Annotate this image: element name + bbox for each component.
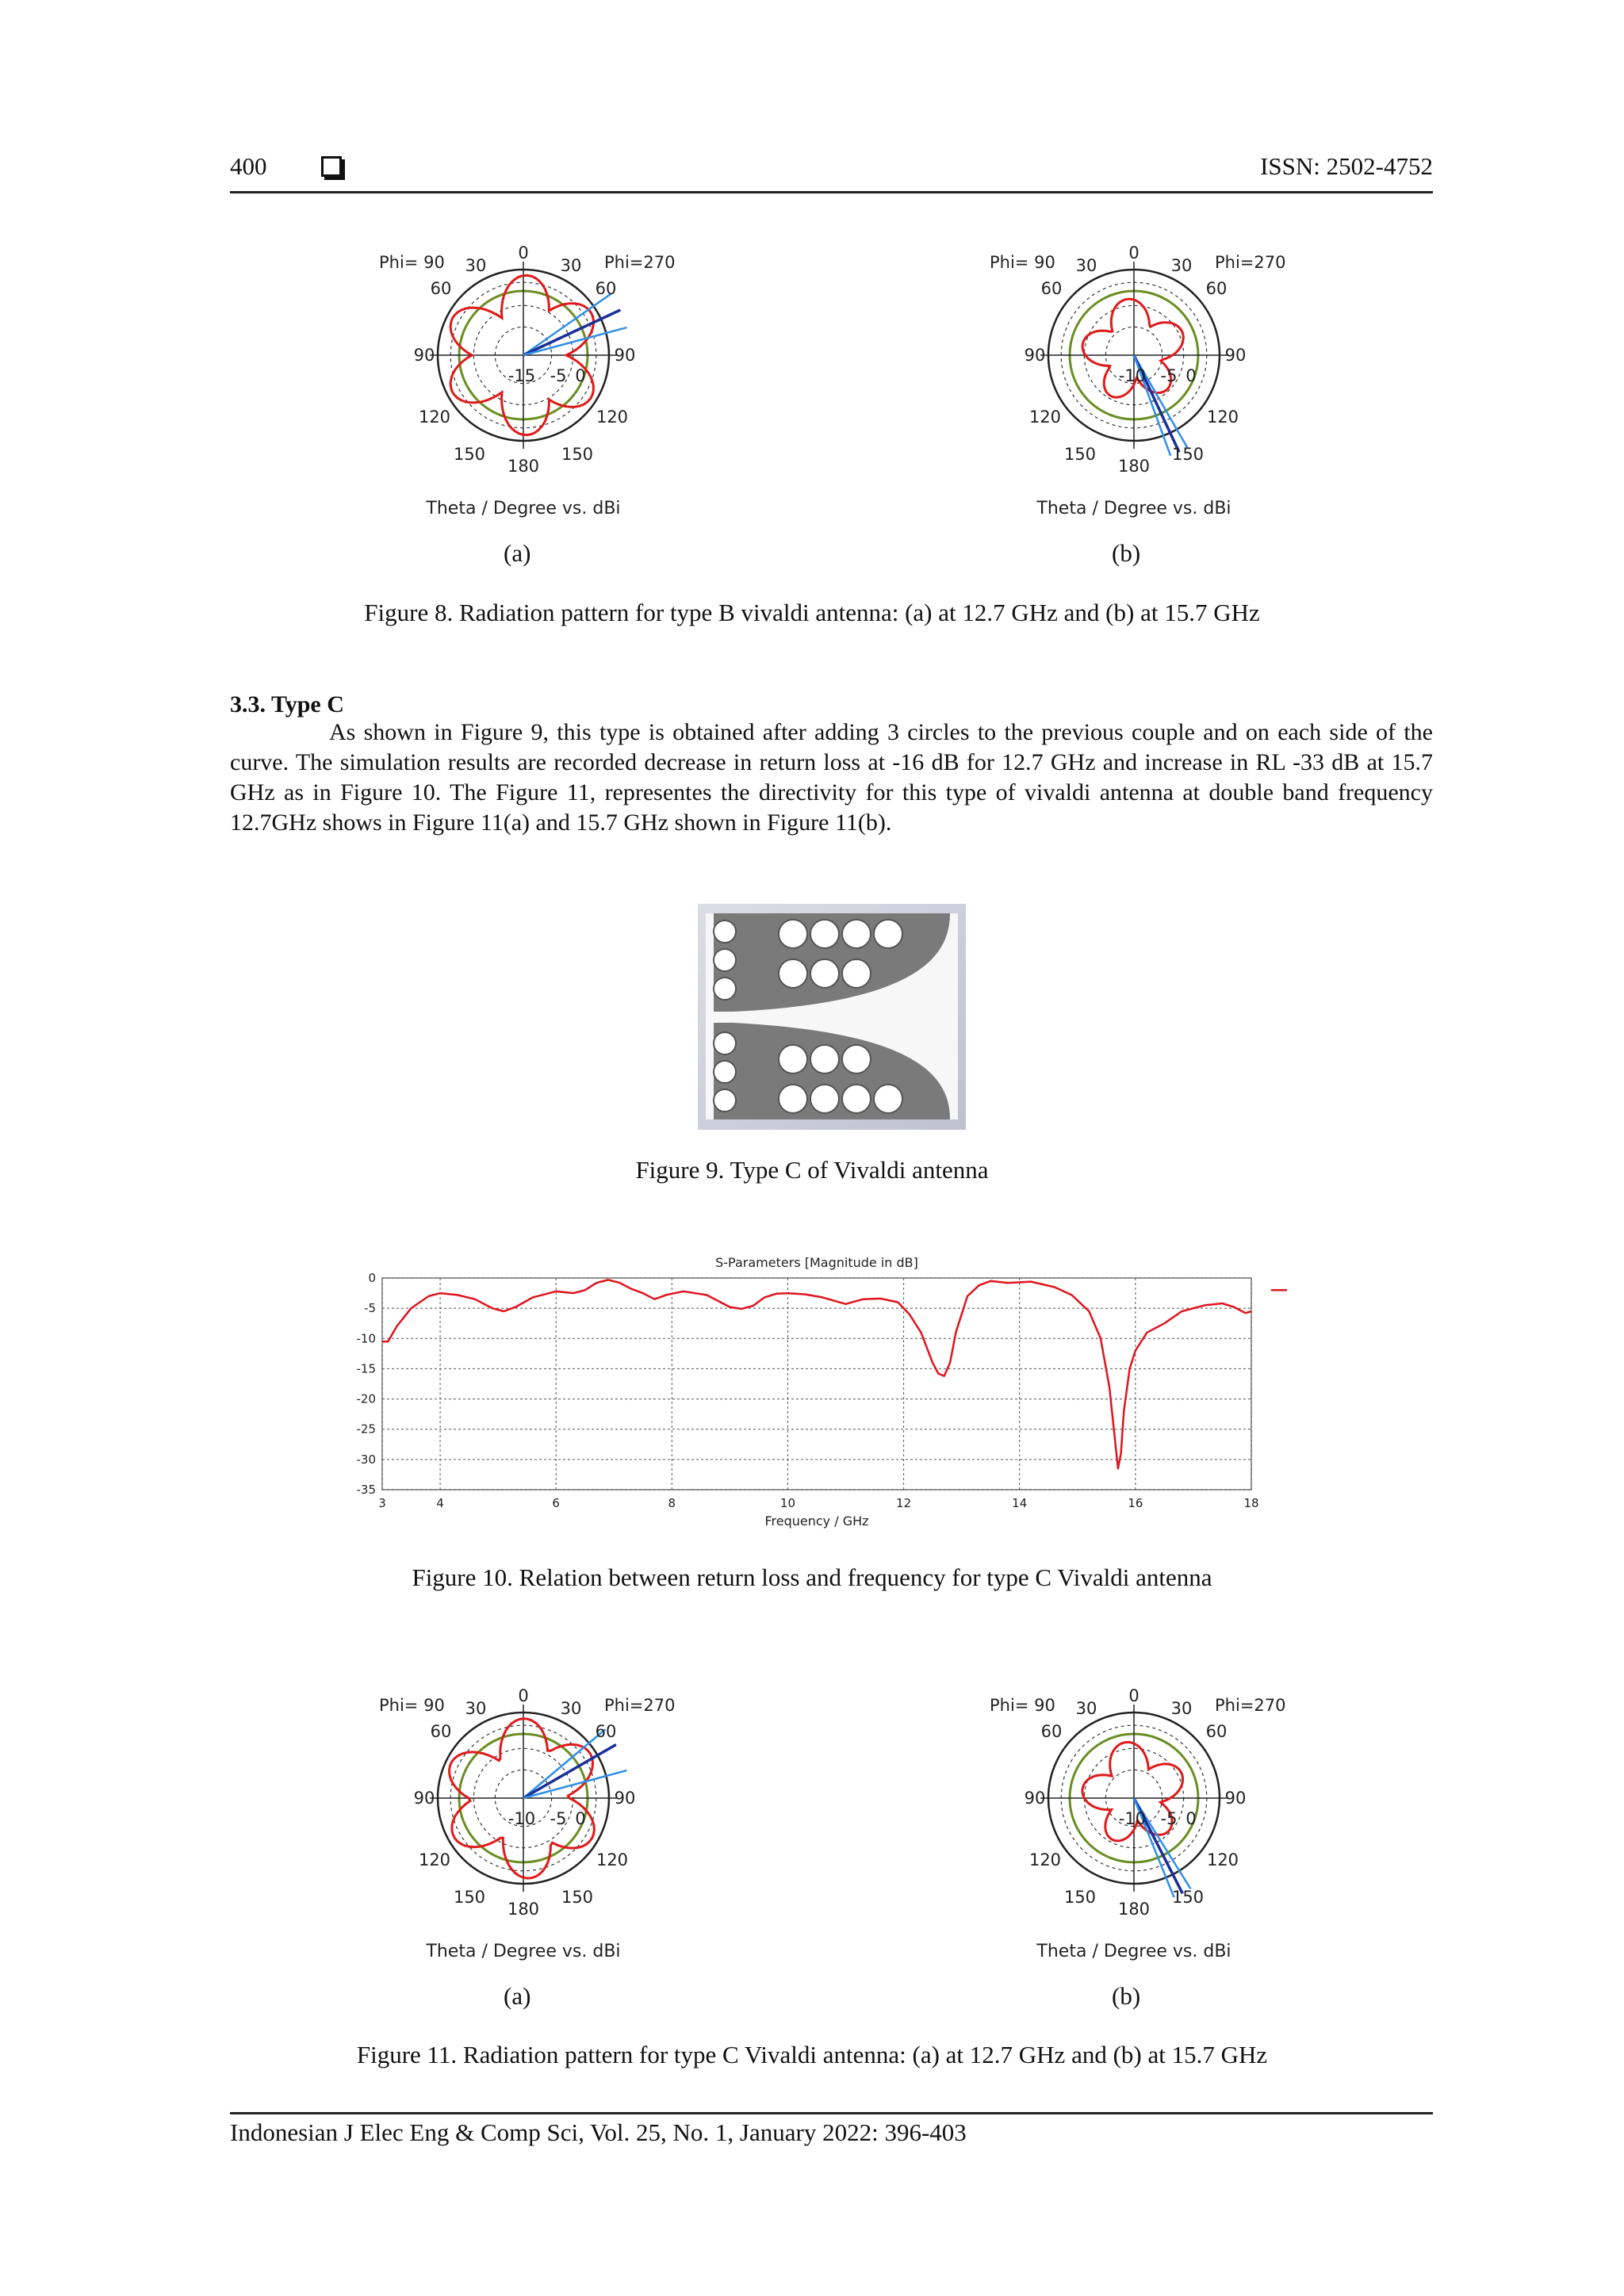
antenna-hole xyxy=(810,959,839,988)
x-tick-label: 4 xyxy=(436,1496,444,1510)
polar-angle-label: 30 xyxy=(560,256,582,275)
figure11-panel-a xyxy=(349,1663,698,1973)
x-tick-label: 6 xyxy=(552,1496,560,1510)
polar-angle-label: 180 xyxy=(507,457,540,476)
polar-scale-label: -5 xyxy=(550,1809,567,1828)
polar-scale-label: -10 xyxy=(508,1809,536,1828)
figure10-chart xyxy=(333,1241,1316,1550)
polar-angle-label: 150 xyxy=(453,445,486,464)
polar-angle-label: 150 xyxy=(1171,1888,1205,1907)
polar-angle-label: 60 xyxy=(1040,1722,1063,1741)
figure11-panel-b xyxy=(959,1663,1308,1973)
polar-angle-label: 30 xyxy=(560,1699,582,1718)
polar-angle-label: 90 xyxy=(413,346,435,365)
polar-angle-label: 90 xyxy=(1024,346,1046,365)
polar-angle-label: 150 xyxy=(1063,445,1097,464)
polar-angle-label: 60 xyxy=(430,1722,452,1741)
polar-angle-label: 30 xyxy=(1170,256,1193,275)
polar-angle-label: 90 xyxy=(413,1789,435,1808)
polar-angle-label: 30 xyxy=(1075,1699,1097,1718)
polar-angle-label: 60 xyxy=(1205,1722,1228,1741)
footer-rule xyxy=(230,2112,1433,2114)
polar-scale-label: -10 xyxy=(1118,1809,1147,1828)
polar-scale-label: 0 xyxy=(1185,1809,1197,1828)
figure11-b-polar-plot xyxy=(959,1663,1308,1973)
s-parameter-chart xyxy=(333,1241,1316,1550)
antenna-hole xyxy=(714,1089,736,1112)
polar-angle-label: 30 xyxy=(465,1699,487,1718)
polar-angle-label: 180 xyxy=(507,1900,540,1919)
page-number: 400 xyxy=(230,152,267,180)
polar-angle-label: 120 xyxy=(1028,1850,1062,1869)
figure8-b-polar-plot xyxy=(959,220,1308,530)
polar-angle-label: 90 xyxy=(1024,1789,1046,1808)
antenna-hole xyxy=(714,920,736,943)
polar-angle-label: 0 xyxy=(518,243,529,262)
polar-axis-caption: Theta / Degree vs. dBi xyxy=(1036,499,1231,519)
polar-angle-label: 60 xyxy=(430,279,452,298)
polar-axis-caption: Theta / Degree vs. dBi xyxy=(426,1942,621,1961)
polar-angle-label: 150 xyxy=(1063,1888,1097,1907)
x-tick-label: 12 xyxy=(896,1496,912,1510)
polar-scale-label: -15 xyxy=(508,366,536,385)
polar-angle-label: 120 xyxy=(418,408,451,427)
polar-angle-label: 0 xyxy=(518,1686,529,1705)
figure9-caption: Figure 9. Type C of Vivaldi antenna xyxy=(635,1156,989,1184)
polar-angle-label: 60 xyxy=(595,279,617,298)
figure9-antenna-image xyxy=(698,904,966,1130)
figure10-caption: Figure 10. Relation between return loss and frequency for type C Vivaldi antenna xyxy=(412,1563,1212,1591)
section-heading: 3.3. Type C xyxy=(230,691,344,718)
antenna-hole xyxy=(810,1085,839,1113)
antenna-hole xyxy=(874,1085,902,1113)
polar-phi-right-label: Phi=270 xyxy=(1215,1696,1286,1715)
antenna-hole xyxy=(779,920,807,948)
polar-angle-label: 60 xyxy=(1205,279,1228,298)
polar-phi-left-label: Phi= 90 xyxy=(379,253,445,272)
antenna-hole xyxy=(779,959,807,988)
polar-scale-label: 0 xyxy=(575,1809,586,1828)
figure11-caption: Figure 11. Radiation pattern for type C Vivaldi antenna: (a) at 12.7 GHz and (b) at 15.7 GHz xyxy=(356,2041,1268,2068)
figure8-label-a: (a) xyxy=(504,539,531,567)
antenna-hole xyxy=(842,920,871,948)
x-tick-label: 8 xyxy=(668,1496,676,1510)
antenna-hole xyxy=(714,1032,736,1054)
antenna-hole xyxy=(810,920,839,948)
polar-angle-label: 120 xyxy=(596,408,629,427)
antenna-hole xyxy=(810,1045,839,1073)
polar-scale-label: 0 xyxy=(1185,366,1197,385)
y-tick-label: -35 xyxy=(356,1483,376,1497)
polar-angle-label: 120 xyxy=(418,1850,451,1869)
polar-angle-label: 90 xyxy=(614,1789,636,1808)
polar-scale-label: -10 xyxy=(1118,366,1147,385)
polar-phi-right-label: Phi=270 xyxy=(604,1696,676,1715)
antenna-hole xyxy=(842,1045,871,1073)
polar-axis-caption: Theta / Degree vs. dBi xyxy=(1036,1942,1231,1961)
figure11-label-b: (b) xyxy=(1112,1982,1141,2010)
figure11-a-polar-plot xyxy=(349,1663,698,1973)
y-tick-label: -20 xyxy=(356,1391,376,1406)
y-tick-label: -10 xyxy=(356,1331,376,1346)
x-tick-label: 3 xyxy=(378,1496,386,1510)
x-tick-label: 10 xyxy=(779,1496,796,1510)
polar-angle-label: 150 xyxy=(453,1888,486,1907)
y-tick-label: 0 xyxy=(368,1271,376,1285)
antenna-hole xyxy=(874,920,902,948)
antenna-hole xyxy=(714,978,736,1000)
polar-angle-label: 150 xyxy=(561,1888,594,1907)
polar-phi-left-label: Phi= 90 xyxy=(379,1696,445,1715)
polar-phi-right-label: Phi=270 xyxy=(1215,253,1286,272)
antenna-hole xyxy=(779,1045,807,1073)
polar-angle-label: 60 xyxy=(595,1722,617,1741)
antenna-hole xyxy=(714,1061,736,1083)
paragraph-text: As shown in Figure 9, this type is obtained after adding 3 circles to the previous couple and on each side of the curve. The simulation results are recorded decrease in return loss at -16 dB for 12.7 GHz and increase in RL -33 dB at 15.7 GHz as in Figure 10. The Figure 11, representes the directivity for this type of vivaldi antenna at double band frequency 12.7GHz shows in Figure 11(a) and 15.7 GHz shown in Figure 11(b). xyxy=(230,719,1433,836)
figure8-caption: Figure 8. Radiation pattern for type B vivaldi antenna: (a) at 12.7 GHz and (b) at 15.7 GHz xyxy=(364,599,1260,626)
figure8-label-b: (b) xyxy=(1112,539,1141,567)
figure8-panel-b xyxy=(959,220,1308,530)
polar-angle-label: 150 xyxy=(561,445,594,464)
polar-scale-label: -5 xyxy=(1160,1809,1178,1828)
y-tick-label: -5 xyxy=(364,1301,376,1316)
antenna-hole xyxy=(779,1085,807,1113)
footer-text: Indonesian J Elec Eng & Comp Sci, Vol. 25, No. 1, January 2022: 396-403 xyxy=(230,2118,967,2146)
header-rule xyxy=(230,191,1433,193)
antenna-hole xyxy=(842,1085,871,1113)
polar-angle-label: 0 xyxy=(1128,243,1139,262)
polar-angle-label: 30 xyxy=(465,256,487,275)
y-tick-label: -15 xyxy=(356,1361,376,1376)
chart-title: S-Parameters [Magnitude in dB] xyxy=(715,1255,918,1270)
polar-angle-label: 90 xyxy=(1224,1789,1247,1808)
polar-angle-label: 150 xyxy=(1171,445,1205,464)
figure8-panel-a xyxy=(349,220,698,530)
polar-phi-right-label: Phi=270 xyxy=(604,253,676,272)
polar-axis-caption: Theta / Degree vs. dBi xyxy=(426,499,621,519)
polar-angle-label: 120 xyxy=(596,1850,629,1869)
polar-angle-label: 0 xyxy=(1128,1686,1139,1705)
antenna-hole xyxy=(714,949,736,971)
issn: ISSN: 2502-4752 xyxy=(1260,152,1433,180)
polar-angle-label: 90 xyxy=(614,346,636,365)
y-tick-label: -25 xyxy=(356,1422,376,1437)
antenna-hole xyxy=(842,959,871,988)
polar-angle-label: 90 xyxy=(1224,346,1247,365)
figure8-a-polar-plot xyxy=(349,220,698,530)
square-bullet-icon xyxy=(321,156,342,177)
y-tick-label: -30 xyxy=(356,1452,376,1467)
polar-phi-left-label: Phi= 90 xyxy=(990,253,1055,272)
polar-angle-label: 120 xyxy=(1206,1850,1239,1869)
x-tick-label: 14 xyxy=(1012,1496,1028,1510)
x-tick-label: 16 xyxy=(1128,1496,1143,1510)
polar-scale-label: -5 xyxy=(1160,366,1178,385)
polar-angle-label: 30 xyxy=(1075,256,1097,275)
polar-angle-label: 60 xyxy=(1040,279,1063,298)
section-paragraph xyxy=(230,718,1433,838)
x-tick-label: 18 xyxy=(1243,1496,1259,1510)
x-axis-label: Frequency / GHz xyxy=(764,1513,869,1529)
polar-angle-label: 180 xyxy=(1117,1900,1151,1919)
figure11-label-a: (a) xyxy=(504,1982,531,2010)
polar-scale-label: 0 xyxy=(575,366,586,385)
polar-angle-label: 180 xyxy=(1117,457,1151,476)
polar-scale-label: -5 xyxy=(550,366,567,385)
polar-phi-left-label: Phi= 90 xyxy=(990,1696,1055,1715)
polar-angle-label: 120 xyxy=(1028,408,1062,427)
polar-angle-label: 120 xyxy=(1206,408,1239,427)
polar-angle-label: 30 xyxy=(1170,1699,1193,1718)
